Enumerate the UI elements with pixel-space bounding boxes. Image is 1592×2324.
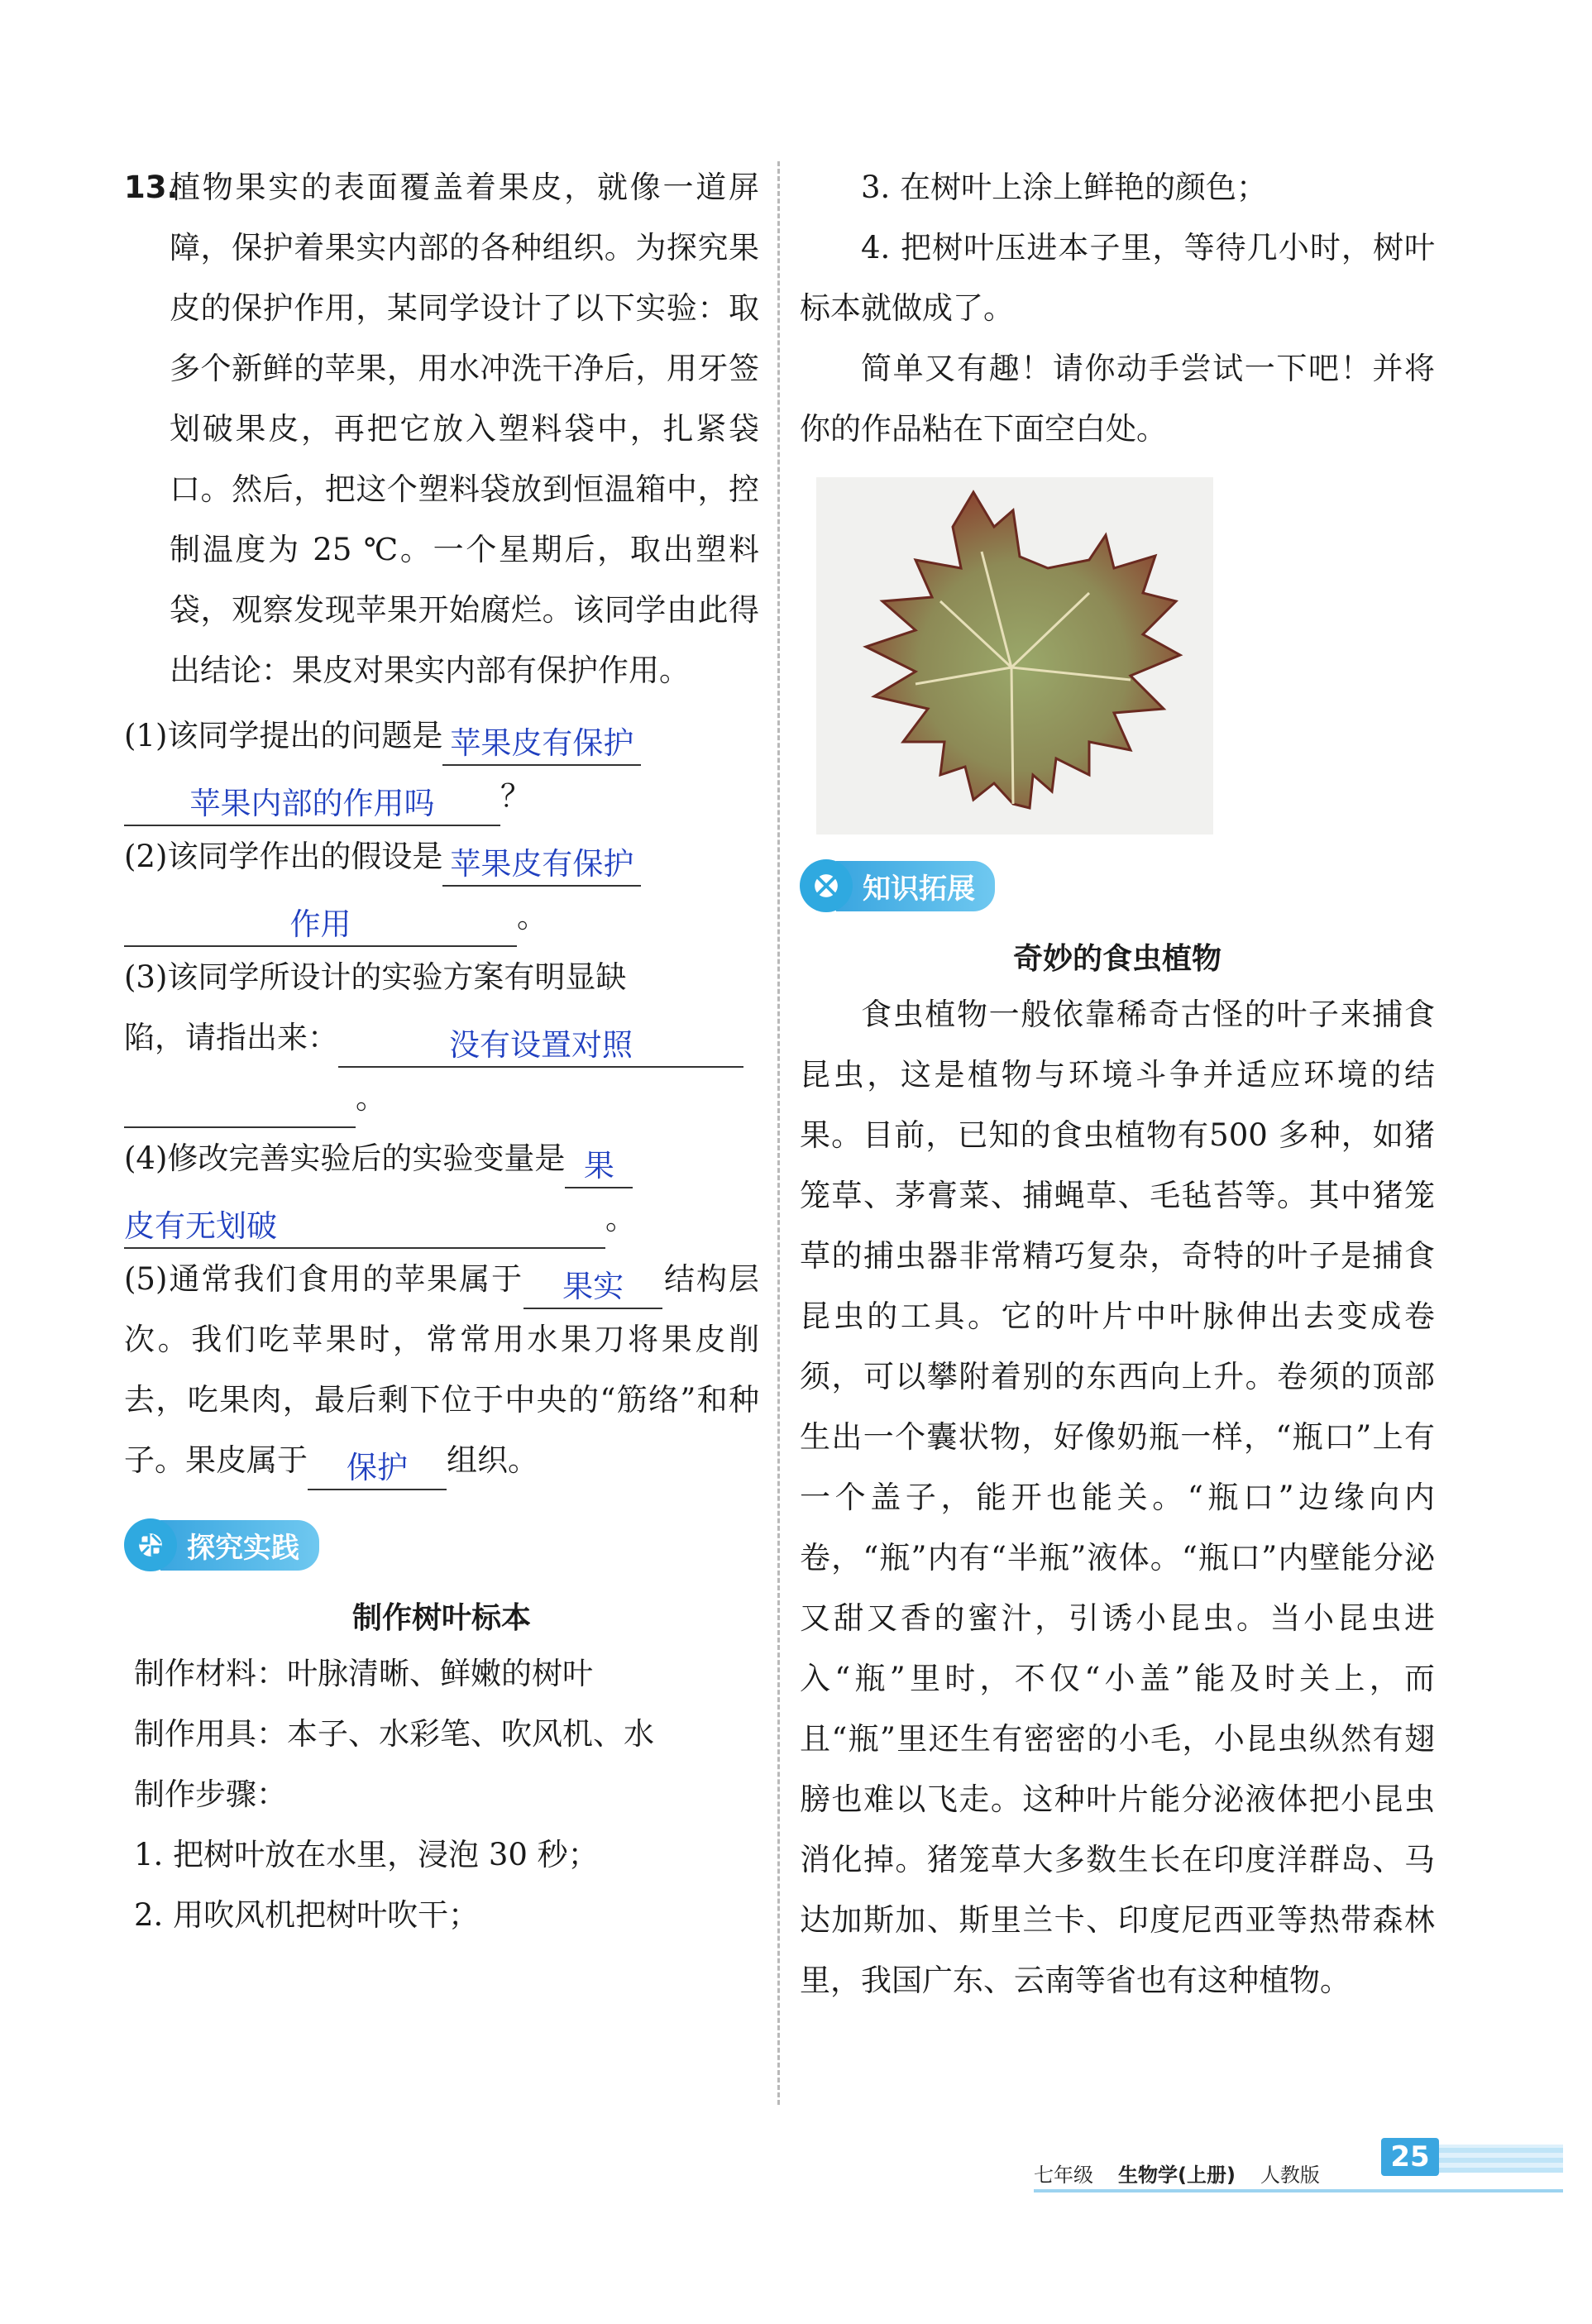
footer-subject: 生物学(上册) bbox=[1118, 2164, 1236, 2187]
right-column bbox=[800, 157, 1435, 2011]
sub-question-2 bbox=[124, 826, 759, 947]
practice-badge-label: 探究实践 bbox=[160, 1520, 319, 1571]
practice-icon bbox=[124, 1518, 177, 1571]
practice-step-1: 1. 把树叶放在水里，浸泡 30 秒； bbox=[134, 1837, 599, 1872]
answer-5b[interactable]: 保护 bbox=[308, 1447, 447, 1490]
answer-1b[interactable]: 苹果内部的作用吗 bbox=[124, 783, 500, 826]
footer-edition: 人教版 bbox=[1260, 2164, 1320, 2187]
sub-question-1-end: ？ bbox=[500, 778, 531, 814]
sub-question-1-prefix: (1)该同学提出的问题是 bbox=[124, 718, 443, 753]
answer-2b[interactable]: 作用 bbox=[124, 904, 517, 947]
extension-icon bbox=[800, 859, 853, 912]
sub-question-4-end: 。 bbox=[605, 1201, 636, 1236]
left-column bbox=[124, 157, 759, 1945]
sub-question-1 bbox=[124, 705, 759, 826]
extension-title: 奇妙的食虫植物 bbox=[1012, 942, 1221, 976]
practice-closing: 简单又有趣！请你动手尝试一下吧！并将你的作品粘在下面空白处。 bbox=[800, 351, 1435, 447]
extension-body: 食虫植物一般依靠稀奇古怪的叶子来捕食昆虫，这是植物与环境斗争并适应环境的结果。目前，已知的食虫植物有500 多种，如猪笼草、茅膏菜、捕蝇草、毛毡苔等。其中猪笼草的捕虫器非常精巧复杂，奇特的叶子是捕食昆虫的工具。它的叶片中叶脉伸出去变成卷须，可以攀附着别的东西向上升。卷须的顶部生出一个囊状物，好像奶瓶一样，“瓶口”上有一个盖子，能开也能关。“瓶口”边缘向内卷，“瓶”内有“半瓶”液体。“瓶口”内壁能分泌又甜又香的蜜汁，引诱小昆虫。当小昆虫进入“瓶”里时，不仅“小盖”能及时关上，而且“瓶”里还生有密密的小毛，小昆虫纵然有翅膀也难以飞走。这种叶片能分泌液体把小昆虫消化掉。猪笼草大多数生长在印度洋群岛、马达加斯加、斯里兰卡、印度尼西亚等热带森林里，我国广东、云南等省也有这种植物。 bbox=[800, 997, 1435, 1998]
practice-badge bbox=[124, 1518, 759, 1571]
answer-4a[interactable]: 果 bbox=[565, 1145, 633, 1188]
leaf-image bbox=[816, 477, 1213, 834]
question-number: 13. bbox=[124, 170, 179, 205]
page-footer bbox=[1034, 2138, 1563, 2188]
question-stem-text: 植物果实的表面覆盖着果皮，就像一道屏障，保护着果实内部的各种组织。为探究果皮的保护作用，某同学设计了以下实验：取多个新鲜的苹果，用水冲洗干净后，用牙签划破果皮，再把它放入塑料袋中，扎紧袋口。然后，把这个塑料袋放到恒温箱中，控制温度为 25 ℃。一个星期后，取出塑料袋，观察发现苹果开始腐烂。该同学由此得出结论：果皮对果实内部有保护作用。 bbox=[170, 170, 759, 688]
extension-badge bbox=[800, 859, 1435, 912]
page-number: 25 bbox=[1381, 2138, 1439, 2176]
footer-grade: 七年级 bbox=[1034, 2164, 1093, 2187]
practice-materials: 制作材料：叶脉清晰、鲜嫩的树叶 bbox=[134, 1656, 593, 1691]
column-divider bbox=[777, 161, 780, 2105]
sub-question-3-prefix: 陷，请指出来： bbox=[124, 1020, 338, 1055]
practice-step-3: 3. 在树叶上涂上鲜艳的颜色； bbox=[861, 170, 1268, 205]
sub-question-3-line1: (3)该同学所设计的实验方案有明显缺 bbox=[124, 959, 627, 995]
answer-3[interactable]: 没有设置对照 bbox=[338, 1025, 743, 1068]
sub-question-4 bbox=[124, 1128, 759, 1249]
practice-steps-label: 制作步骤： bbox=[134, 1776, 287, 1812]
sub-question-3-end: 。 bbox=[356, 1080, 386, 1116]
sub-question-5 bbox=[124, 1249, 759, 1490]
sub-question-5-prefix: (5)通常我们食用的苹果属于 bbox=[124, 1261, 524, 1297]
answer-2a[interactable]: 苹果皮有保护 bbox=[442, 844, 641, 887]
answer-3-continuation[interactable] bbox=[124, 1087, 356, 1128]
answer-4b[interactable]: 皮有无划破 bbox=[124, 1206, 605, 1249]
sub-question-3 bbox=[124, 947, 759, 1128]
practice-tools: 制作用具：本子、水彩笔、吹风机、水 bbox=[134, 1716, 654, 1752]
question-13-stem bbox=[124, 157, 759, 701]
sub-question-5-middle: 结构层次。我们吃苹果时，常常用水果刀将果皮削去，吃果肉，最后剩下位于中央的“筋络”和种子。果皮属于 bbox=[124, 1261, 759, 1478]
leaf-specimen-photo bbox=[816, 477, 1213, 834]
sub-question-5-end: 组织。 bbox=[447, 1442, 538, 1478]
practice-title: 制作树叶标本 bbox=[351, 1601, 531, 1635]
extension-badge-label: 知识拓展 bbox=[836, 861, 995, 911]
sub-question-2-end: 。 bbox=[517, 899, 547, 935]
practice-step-2: 2. 用吹风机把树叶吹干； bbox=[134, 1897, 480, 1933]
practice-step-4: 4. 把树叶压进本子里，等待几小时，树叶标本就做成了。 bbox=[800, 230, 1435, 326]
sub-question-4-prefix: (4)修改完善实验后的实验变量是 bbox=[124, 1140, 566, 1176]
sub-question-2-prefix: (2)该同学作出的假设是 bbox=[124, 839, 443, 874]
footer-bar bbox=[1034, 2189, 1563, 2192]
footer-stripe bbox=[1439, 2145, 1563, 2173]
answer-1a[interactable]: 苹果皮有保护 bbox=[442, 723, 641, 766]
answer-5a[interactable]: 果实 bbox=[523, 1266, 662, 1309]
